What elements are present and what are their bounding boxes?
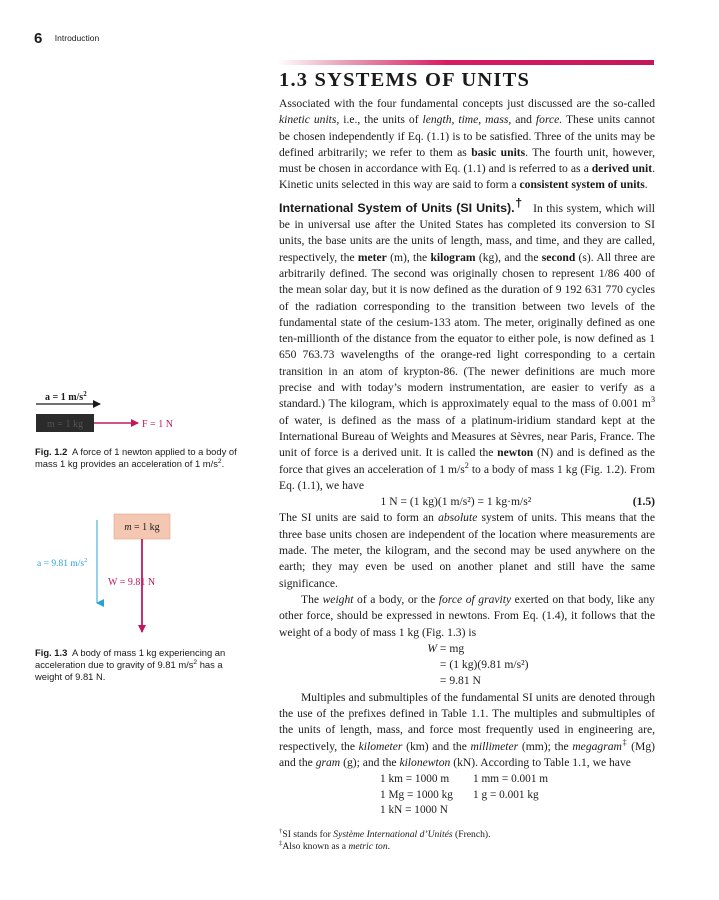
fig13-accel-label: a = 9.81 $m/s^2$ (37, 557, 88, 569)
multiples-paragraph: Multiples and submultiples of the fundamental SI units are denoted through the use of the prefixes defined in Table 1.1. The multiples and submultiples of the units of length, mass, and force most frequently used in engineering are, respectively, the kilometer (km) and the millimeter (mm); the megagram‡ (Mg) and the gram (g); and the kilonewton (kN). According to Table 1.1, we have (279, 690, 655, 769)
fig12-accel-label: a = 1 $m/s^2$ (45, 390, 87, 403)
fig13-caption: Fig. 1.3 A body of mass 1 kg experiencing an acceleration due to gravity of 9.81 $m/s^2$ has a weight of 9.81 N. (35, 647, 226, 682)
footnotes (279, 829, 655, 854)
weight-paragraph: The weight of a body, or the force of gravity exerted on that body, like any other force, should be expressed in newtons. From Eq. (1.4), it follows that the weight of a body of mass 1 kg (Fig. 1.3) is (279, 592, 655, 639)
page-number: 6 (34, 30, 43, 47)
equation-line: = 9.81 N (439, 674, 481, 688)
fig12-mass-label: m = 1 kg (47, 419, 83, 430)
section-rule (277, 60, 654, 65)
footnote: †SI stands for Système International d’Unités (French). (279, 827, 491, 840)
footnote: ‡Also known as a metric ton. (279, 839, 391, 853)
unit-conversions (279, 771, 655, 818)
conversion-row: 1 km = 1000 m 1 mm = 0.001 m (380, 773, 549, 786)
intro-paragraph: Associated with the four fundamental concepts just discussed are the so-called kinetic units, i.e., the units of length, time, mass, and force. These units cannot be chosen independently if Eq. (1.1) is to be satisfied. Three of the units may be defined arbitrarily; we refer to them as basic units. The fourth unit, however, must be chosen in accordance with Eq. (1.1) and is referred to as a derived unit. Kinetic units selected in this way are said to form a consistent system of units. (279, 97, 656, 192)
fig13-mass-label: m = 1 kg (124, 522, 160, 533)
fig12-force-label: F = 1 N (142, 419, 173, 430)
fig12-caption: Fig. 1.2 A force of 1 newton applied to a body of mass 1 kg provides an acceleration of 1 $m/s^2$. (35, 446, 237, 469)
main-text (279, 96, 655, 854)
section-title: 1.3 SYSTEMS OF UNITS (279, 69, 531, 91)
si-heading: International System of Units (SI Units). (279, 200, 515, 215)
equation-line: W = mg (427, 641, 465, 655)
equation-1-5: 1 N = (1 kg)(1 m/s²) = 1 kg·m/s² (1.5) (279, 494, 655, 510)
conversion-row: 1 kN = 1000 N (380, 804, 448, 817)
equation-number: (1.5) (632, 495, 655, 509)
conversion-row: 1 Mg = 1000 kg 1 g = 0.001 kg (380, 788, 539, 801)
si-paragraph: International System of Units (SI Units).† In this system, which will be in universal use after the United States has completed its conversion to SI units, the base units are the units of length, mass, and time, and they are called, respectively, the meter (m), the kilogram (kg), and the second (s). All three are arbitrarily defined. The second was originally chosen to represent 1/86 400 of the mean solar day, but it is now defined as the duration of 9 192 631 770 cycles of the radiation corresponding to the transition between two levels of the fundamental state of the cesium-133 atom. The meter, originally defined as one ten-millionth of the distance from the equator to either pole, is now defined as 1 650 763.73 wavelengths of the orange-red light corresponding to a certain transition in an atom of krypton-86. (The newer definitions are much more precise and with today’s modern instrumentation, are easier to verify as a standard.) The kilogram, which is approximately equal to the mass of 0.001 $m^3$ of water, is defined as the mass of a platinum-iridium standard kept at the International Bureau of Weights and Measures at Sèvres, near Paris, France. The unit of force is a derived unit. It is called the newton (N) and is defined as the force that gives an acceleration of 1 $m/s^2$ to a body of mass 1 kg (Fig. 1.2). From Eq. (1.1), we have (279, 195, 655, 492)
equation-line: = (1 kg)(9.81 m/s²) (439, 658, 529, 672)
absolute-paragraph: The SI units are said to form an absolute system of units. This means that the three base units chosen are independent of the location where measurements are made. The meter, the kilogram, and the second may be used anywhere on the earth; they may even be used on another planet and still have the same significance. (279, 511, 655, 590)
weight-equation (279, 641, 655, 690)
running-title: Introduction (54, 33, 100, 43)
fig13-weight-label: W = 9.81 N (108, 577, 156, 588)
